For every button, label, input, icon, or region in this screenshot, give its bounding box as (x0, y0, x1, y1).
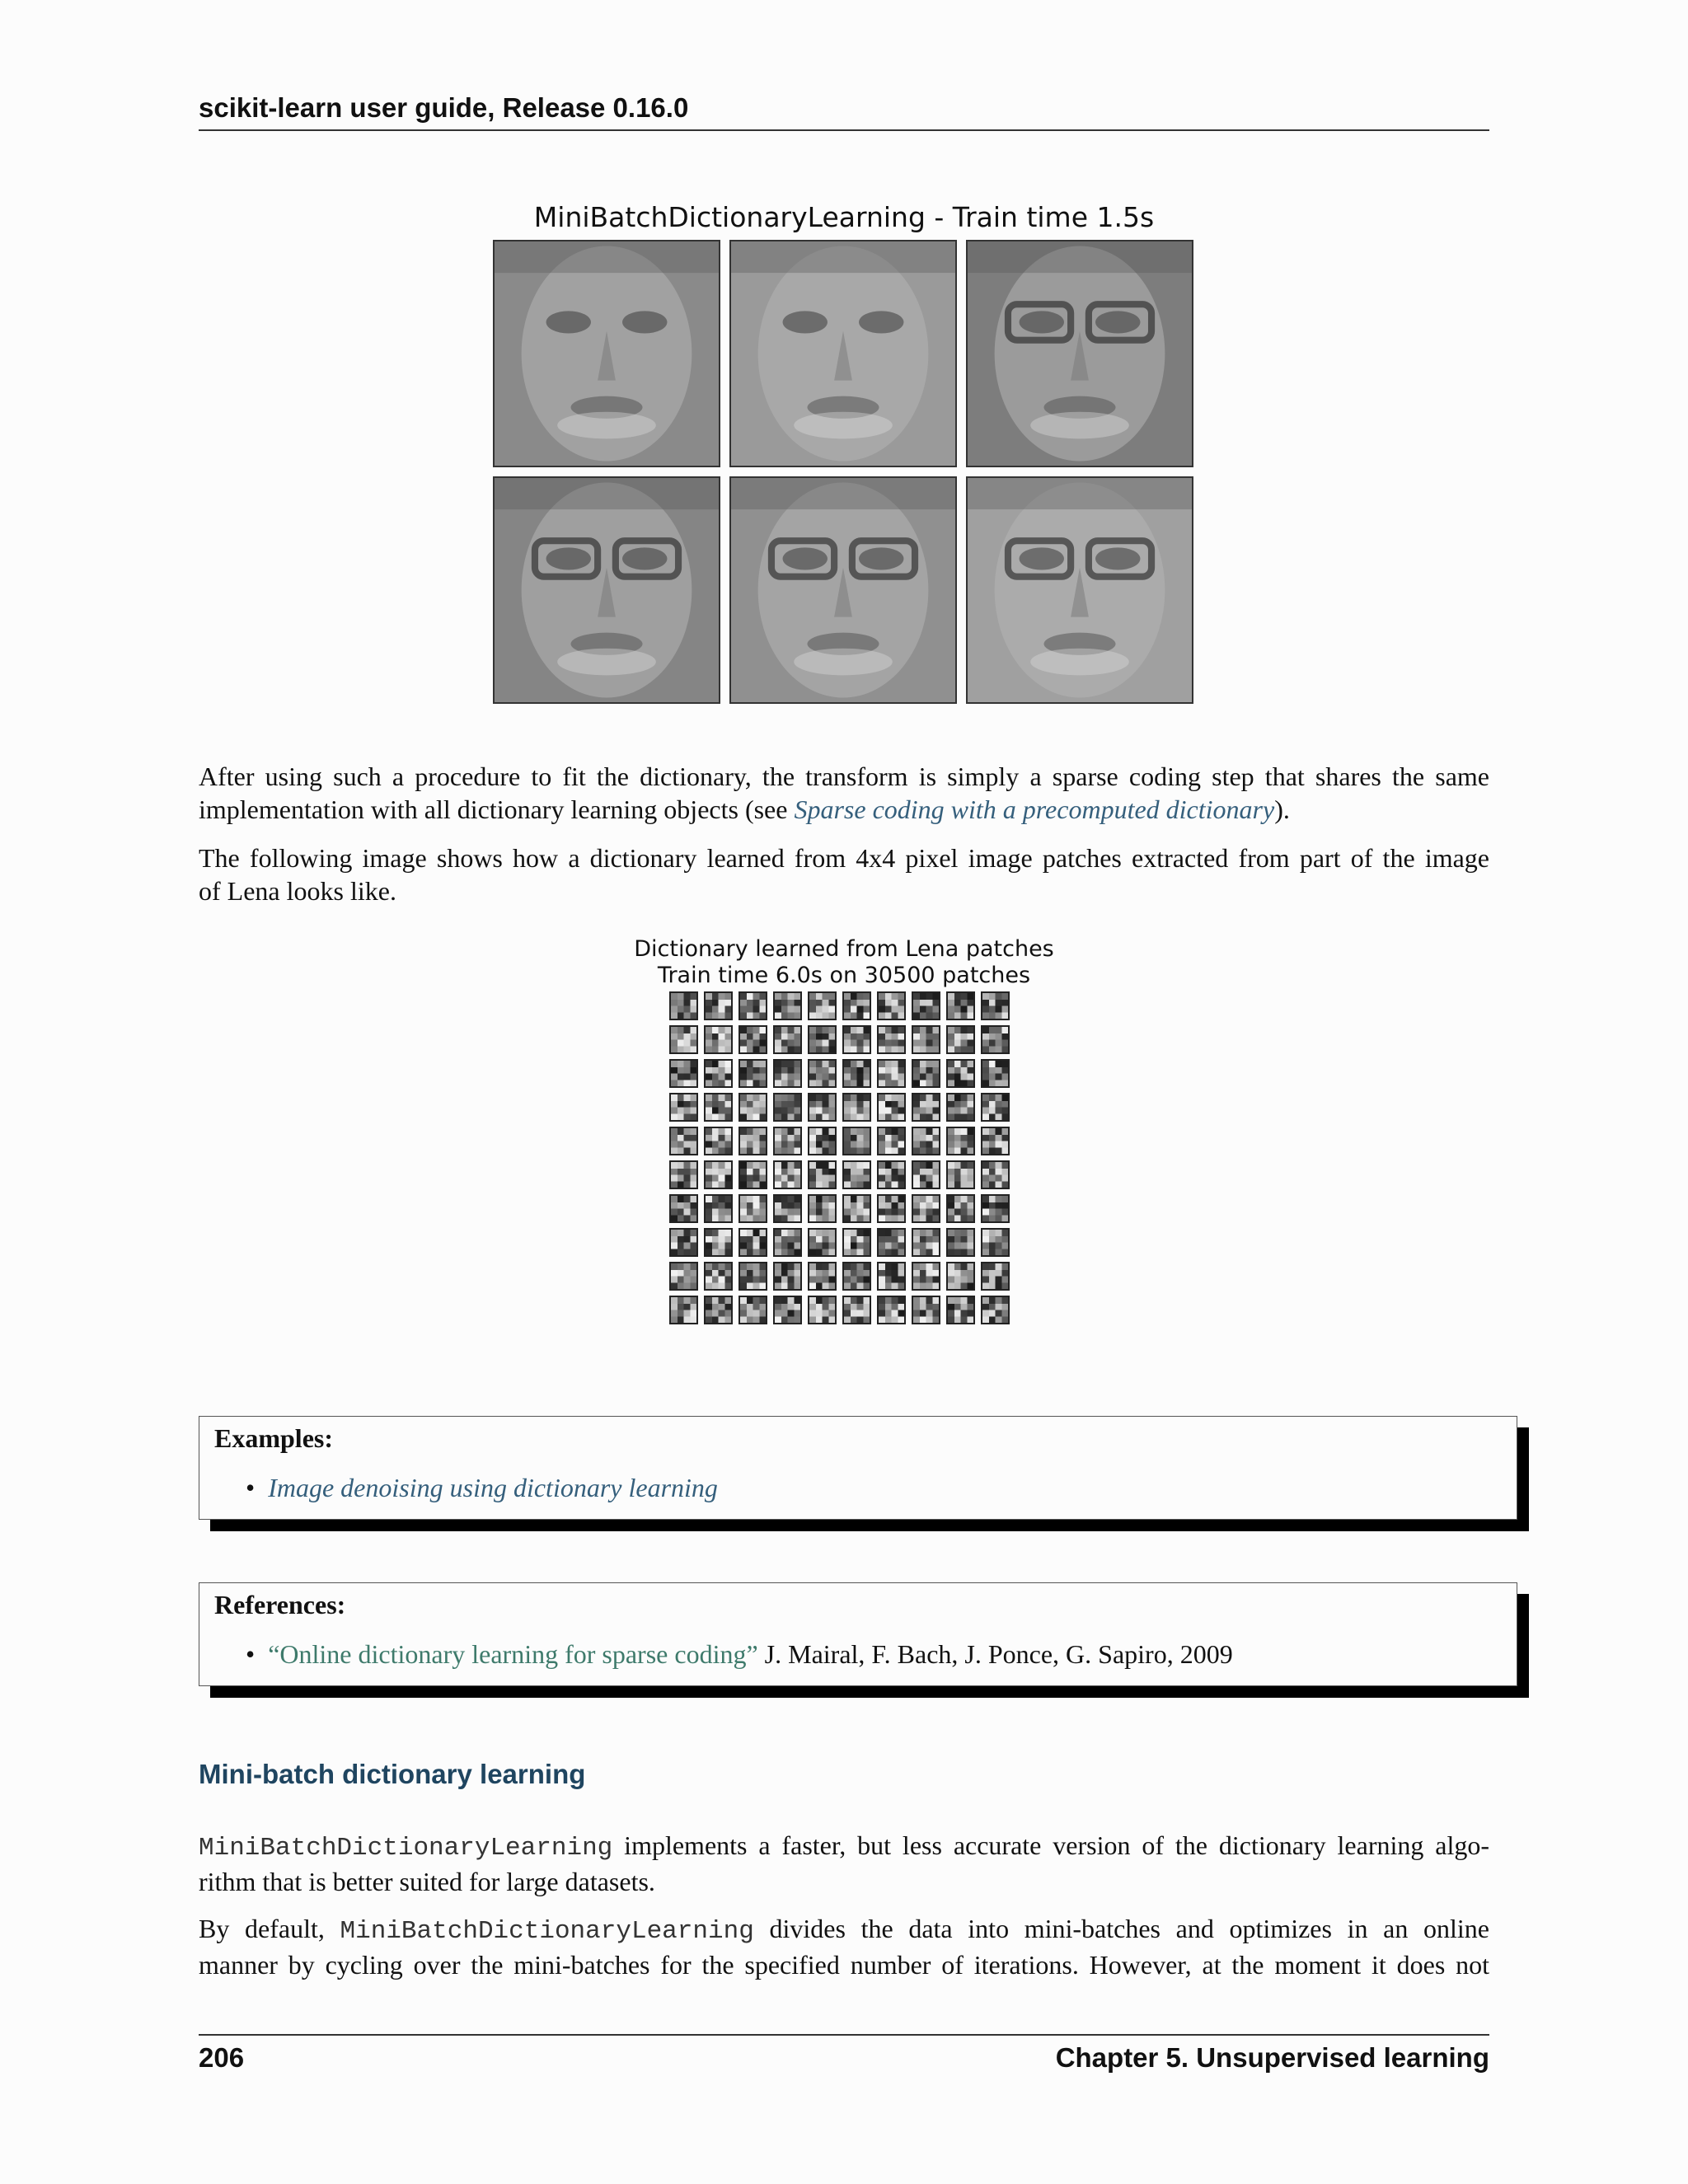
patch-atom-image (704, 1194, 733, 1223)
class-name-code[interactable]: MiniBatchDictionaryLearning (199, 1834, 613, 1863)
references-title: References: (214, 1590, 346, 1619)
patch-atom-image (773, 1262, 802, 1291)
bullet: • (246, 1639, 256, 1669)
patch-atom-image (981, 991, 1010, 1020)
footer-rule (199, 2034, 1489, 2036)
figure1-title: MiniBatchDictionaryLearning - Train time 1.5s (533, 201, 1155, 233)
patch-atom-image (877, 1194, 906, 1223)
patch-atom-image (773, 1025, 802, 1054)
paragraph-3 (199, 1829, 1489, 1898)
patch-atom-image (981, 1296, 1010, 1324)
patch-atom-image (877, 1228, 906, 1257)
patch-atom-image (669, 1025, 698, 1054)
paragraph-1-text: implementation with all dictionary learning objects (see (199, 794, 795, 824)
paragraph-4-text-start: By default, (199, 1914, 340, 1943)
patch-atom-image (981, 1262, 1010, 1291)
patch-atom-image (877, 1093, 906, 1122)
examples-box (199, 1416, 1517, 1520)
patch-atom-image (704, 1059, 733, 1088)
patch-atom-image (842, 1296, 871, 1324)
paragraph-1-text-end: ). (1274, 794, 1290, 824)
paragraph-3-text: implements a faster, but less accurate version of the dictionary learning algo- (612, 1830, 1489, 1860)
patch-atom-image (946, 1059, 975, 1088)
patch-atom-image (704, 1296, 733, 1324)
patch-atom-image (946, 1262, 975, 1291)
patch-atom-image (808, 1059, 837, 1088)
patch-atom-image (981, 1160, 1010, 1189)
patch-atom-image (669, 1296, 698, 1324)
patch-atom-image (738, 1296, 767, 1324)
paragraph-2 (199, 841, 1489, 907)
section-heading: Mini-batch dictionary learning (199, 1759, 586, 1789)
patch-atom-image (773, 1296, 802, 1324)
paragraph-1 (199, 760, 1489, 826)
examples-item (246, 1473, 718, 1503)
patch-atom-image (773, 1194, 802, 1223)
patch-atom-image (738, 1194, 767, 1223)
sparse-coding-link[interactable]: Sparse coding with a precomputed dictionary (794, 794, 1275, 824)
patch-atom-image (738, 1262, 767, 1291)
patch-atom-image (773, 991, 802, 1020)
patch-atom-image (842, 1228, 871, 1257)
patch-atom-image (981, 1025, 1010, 1054)
running-header: scikit-learn user guide, Release 0.16.0 (199, 92, 689, 123)
patch-atom-image (981, 1228, 1010, 1257)
header-rule (199, 129, 1489, 131)
patch-atom-image (842, 1194, 871, 1223)
paragraph-4 (199, 1912, 1489, 1981)
patch-atom-image (808, 1025, 837, 1054)
patch-atom-image (981, 1194, 1010, 1223)
patch-atom-image (912, 1228, 940, 1257)
patch-atom-image (773, 1127, 802, 1155)
patch-atom-image (704, 1093, 733, 1122)
face-atom-image (729, 240, 957, 467)
face-atom-image (729, 476, 957, 704)
patch-atom-image (912, 991, 940, 1020)
figure2-title-line-2: Train time 6.0s on 30500 patches (657, 963, 1031, 988)
patch-atom-image (946, 1194, 975, 1223)
patch-atom-image (669, 1228, 698, 1257)
patch-atom-image (842, 1059, 871, 1088)
patch-atom-image (773, 1160, 802, 1189)
page-number: 206 (199, 2042, 245, 2073)
patch-atom-image (946, 1296, 975, 1324)
patch-atom-image (946, 1160, 975, 1189)
patch-atom-image (808, 1262, 837, 1291)
patch-atom-image (669, 1194, 698, 1223)
patch-atom-image (808, 991, 837, 1020)
online-dictionary-learning-link[interactable]: “Online dictionary learning for sparse coding” (268, 1639, 758, 1669)
patch-atom-image (738, 1228, 767, 1257)
patch-atom-image (738, 1093, 767, 1122)
patch-atom-image (946, 991, 975, 1020)
patch-atom-image (877, 1262, 906, 1291)
patch-atom-image (981, 1059, 1010, 1088)
patch-atom-image (808, 1194, 837, 1223)
patch-atom-image (981, 1127, 1010, 1155)
patch-atom-image (877, 1127, 906, 1155)
paragraph-1-line-2 (199, 793, 1489, 826)
face-atom-image (493, 476, 720, 704)
patch-atom-image (773, 1228, 802, 1257)
patch-atom-image (808, 1228, 837, 1257)
patch-atom-image (877, 1025, 906, 1054)
references-box (199, 1582, 1517, 1686)
patch-atom-image (877, 1160, 906, 1189)
figure2-title (597, 936, 1091, 989)
patch-atom-image (912, 1093, 940, 1122)
paragraph-4-text-end: divides the data into mini-batches and optimizes in an online (753, 1914, 1490, 1943)
patch-atom-image (704, 1127, 733, 1155)
patch-atom-image (738, 1059, 767, 1088)
patch-atom-image (738, 1160, 767, 1189)
face-atom-image (966, 240, 1193, 467)
patch-atom-image (912, 1262, 940, 1291)
patch-atom-image (946, 1228, 975, 1257)
paragraph-3-line-1 (199, 1829, 1489, 1865)
patch-atom-image (773, 1059, 802, 1088)
examples-title: Examples: (214, 1423, 333, 1453)
patch-atom-image (877, 1059, 906, 1088)
paragraph-4-line-1 (199, 1912, 1489, 1948)
patch-atom-image (842, 1127, 871, 1155)
patch-atom-image (842, 991, 871, 1020)
patch-atom-image (669, 1059, 698, 1088)
patch-atom-image (912, 1025, 940, 1054)
class-name-code[interactable]: MiniBatchDictionaryLearning (340, 1917, 754, 1946)
paragraph-1-line-1: After using such a procedure to fit the dictionary, the transform is simply a sparse coding step that shares the same (199, 762, 1489, 791)
patch-atom-image (946, 1093, 975, 1122)
patch-atom-image (808, 1296, 837, 1324)
paragraph-2-line-1: The following image shows how a dictionary learned from 4x4 pixel image patches extracted from part of the image (199, 843, 1489, 873)
patch-atom-image (738, 1127, 767, 1155)
patch-atom-image (912, 1194, 940, 1223)
paragraph-4-line-2: manner by cycling over the mini-batches for the specified number of iterations. However, at the moment it does not (199, 1950, 1489, 1980)
patch-atom-image (946, 1025, 975, 1054)
patch-atom-image (669, 1160, 698, 1189)
face-atom-image (493, 240, 720, 467)
patch-atom-image (912, 1296, 940, 1324)
patch-atom-image (877, 991, 906, 1020)
patch-atom-image (704, 1160, 733, 1189)
patch-atom-image (704, 991, 733, 1020)
patch-atom-image (842, 1025, 871, 1054)
patch-atom-image (842, 1160, 871, 1189)
patch-atom-image (704, 1228, 733, 1257)
patch-atom-image (808, 1160, 837, 1189)
patch-atom-image (842, 1262, 871, 1291)
patch-atom-image (808, 1093, 837, 1122)
patch-atom-image (669, 1127, 698, 1155)
chapter-label: Chapter 5. Unsupervised learning (1055, 2042, 1489, 2073)
image-denoising-link[interactable]: Image denoising using dictionary learning (268, 1473, 718, 1502)
patch-atom-image (981, 1093, 1010, 1122)
paragraph-2-line-2: of Lena looks like. (199, 876, 396, 906)
patch-atom-image (738, 991, 767, 1020)
patch-atom-image (912, 1160, 940, 1189)
references-item (246, 1639, 1233, 1670)
patch-atom-image (912, 1127, 940, 1155)
patch-atom-image (669, 991, 698, 1020)
patch-atom-image (669, 1262, 698, 1291)
patch-atom-image (773, 1093, 802, 1122)
patch-atom-image (669, 1093, 698, 1122)
patch-atom-image (808, 1127, 837, 1155)
patch-atom-image (738, 1025, 767, 1054)
face-atom-image (966, 476, 1193, 704)
patch-atom-image (842, 1093, 871, 1122)
patch-atom-image (912, 1059, 940, 1088)
bullet: • (246, 1473, 256, 1502)
paragraph-3-line-2: rithm that is better suited for large datasets. (199, 1867, 655, 1896)
patch-atom-image (704, 1025, 733, 1054)
figure2-title-line-1: Dictionary learned from Lena patches (634, 936, 1054, 962)
patch-atom-image (946, 1127, 975, 1155)
reference-authors: J. Mairal, F. Bach, J. Ponce, G. Sapiro, 2009 (757, 1639, 1233, 1669)
patch-atom-image (877, 1296, 906, 1324)
patch-atom-image (704, 1262, 733, 1291)
